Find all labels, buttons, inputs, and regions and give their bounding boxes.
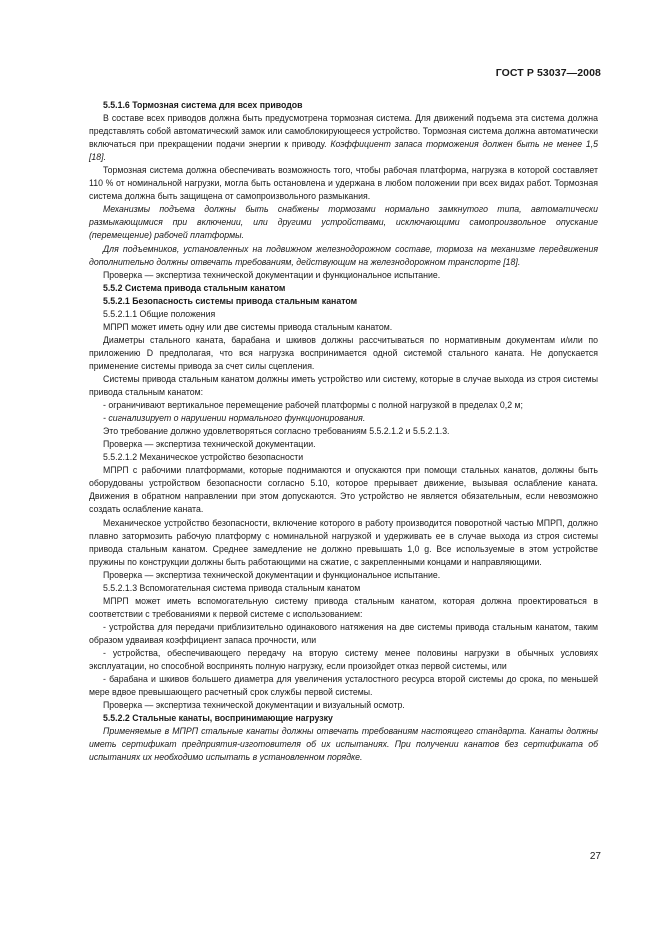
paragraph: МПРП с рабочими платформами, которые поднимаются и опускаются при помощи стальных канатов, должны быть оборудованы устройством безопасности согласно 5.10, которое прерывает движение, вызывая ослабление каната. Движения в обратном направлении при этом допускаются. Это устройство не является обязательным, если невозможно создать ослабление каната. [89, 465, 598, 515]
standard-header: ГОСТ Р 53037—2008 [495, 67, 601, 79]
heading-5-5-2-1: 5.5.2.1 Безопасность системы привода стальным канатом [103, 295, 358, 306]
paragraph: Проверка — экспертиза технической документации и функциональное испытание. [103, 569, 441, 580]
document-body [89, 99, 598, 764]
paragraph: Проверка — экспертиза технической документации и визуальный осмотр. [103, 700, 405, 711]
heading-5-5-2-2: 5.5.2.2 Стальные канаты, воспринимающие нагрузку [103, 713, 333, 724]
paragraph: Тормозная система должна обеспечивать возможность того, чтобы рабочая платформа, нагрузка в которой составляет 110 % от номинальной нагрузки, могла быть остановлена и удержана в любом положении при всех видах работ. Тормозная система должна быть защищена от самопроизвольного размыкания. [89, 165, 598, 202]
subheading-5-5-2-1-3: 5.5.2.1.3 Вспомогательная система привода стальным канатом [103, 582, 361, 593]
paragraph: Механизмы подъема должны быть снабжены тормозами нормально замкнутого типа, автоматически размыкающимися при включении, или другими устройствами, исключающими самопроизвольное опускание (перемещение) рабочей платформы. [89, 204, 598, 241]
subheading-5-5-2-1-2: 5.5.2.1.2 Механическое устройство безопасности [103, 452, 304, 463]
paragraph: Системы привода стальным канатом должны иметь устройство или систему, которые в случае выхода из строя системы привода стальным канатом: [89, 373, 598, 398]
list-item: - барабана и шкивов большего диаметра для увеличения усталостного ресурса второй системы до срока, по меньшей мере вдвое превышающего расчетный срок службы первой системы. [89, 674, 598, 698]
paragraph: Механическое устройство безопасности, включение которого в работу производится поворотной частью МПРП, должно плавно затормозить рабочую платформу с номинальной нагрузкой и удерживать ее в случае выхода из строя системы привода стальным канатом. Среднее замедление не должно превышать 1,0 g. Все используемые в этом устройстве пружины по конструкции должны быть работающими на сжатие, с закрепленными концами и направляющими. [89, 517, 598, 567]
subheading-5-5-2-1-1: 5.5.2.1.1 Общие положения [103, 308, 216, 319]
paragraph: Для подъемников, установленных на подвижном железнодорожном составе, тормоза на механизме передвижения дополнительно должны отвечать требованиям, действующим на железнодорожном транспорте [18]. [89, 243, 598, 267]
paragraph: МПРП может иметь одну или две системы привода стальным канатом. [103, 321, 393, 332]
paragraph: Применяемые в МПРП стальные канаты должны отвечать требованиям настоящего стандарта. Канаты должны иметь сертификат предприятия-изготовителя об их испытаниях. При получении канатов без сертификата об испытаниях их необходимо испытать в установленном порядке. [89, 726, 598, 763]
paragraph: МПРП может иметь вспомогательную систему привода стальным канатом, которая должна проектироваться в соответствии с требованиями к первой системе с использованием: [89, 595, 598, 619]
list-item: - устройства, обеспечивающего передачу на вторую систему менее половины нагрузки в обычных условиях эксплуатации, но способной воспринять полную нагрузку, если произойдет отказ первой системы, или [89, 647, 598, 672]
page-number: 27 [589, 851, 601, 862]
paragraph: Проверка — экспертиза технической документации и функциональное испытание. [103, 269, 441, 280]
list-item: - устройства для передачи приблизительно одинакового натяжения на две системы привода стальным канатом, таким образом удваивая коэффициент запаса прочности, или [89, 621, 598, 645]
paragraph: Диаметры стального каната, барабана и шкивов должны рассчитываться по нормативным документам и/или по приложению D предполагая, что вся нагрузка воспринимается одной системой стального каната. Не допускается применение системы привода за счет силы сцепления. [89, 334, 598, 371]
heading-5-5-2: 5.5.2 Система привода стальным канатом [103, 282, 286, 293]
list-item: - сигнализирует о нарушении нормального функционирования. [103, 413, 366, 424]
list-item: - ограничивают вертикальное перемещение рабочей платформы с полной нагрузкой в пределах 0,2 м; [103, 400, 523, 411]
paragraph: В составе всех приводов должна быть предусмотрена тормозная система. Для движений подъема эта система должна представлять собой автоматический замок или самоблокирующееся устройство. Тормозная система должна автоматически включаться при прекращении подачи энергии к приводу. Коэффициент запаса торможения должен быть не менее 1,5 [18]. [89, 113, 598, 163]
paragraph: Это требование должно удовлетворяться согласно требованиям 5.5.2.1.2 и 5.5.2.1.3. [103, 426, 450, 437]
heading-5-5-1-6: 5.5.1.6 Тормозная система для всех приводов [103, 100, 303, 110]
paragraph: Проверка — экспертиза технической документации. [103, 439, 316, 450]
